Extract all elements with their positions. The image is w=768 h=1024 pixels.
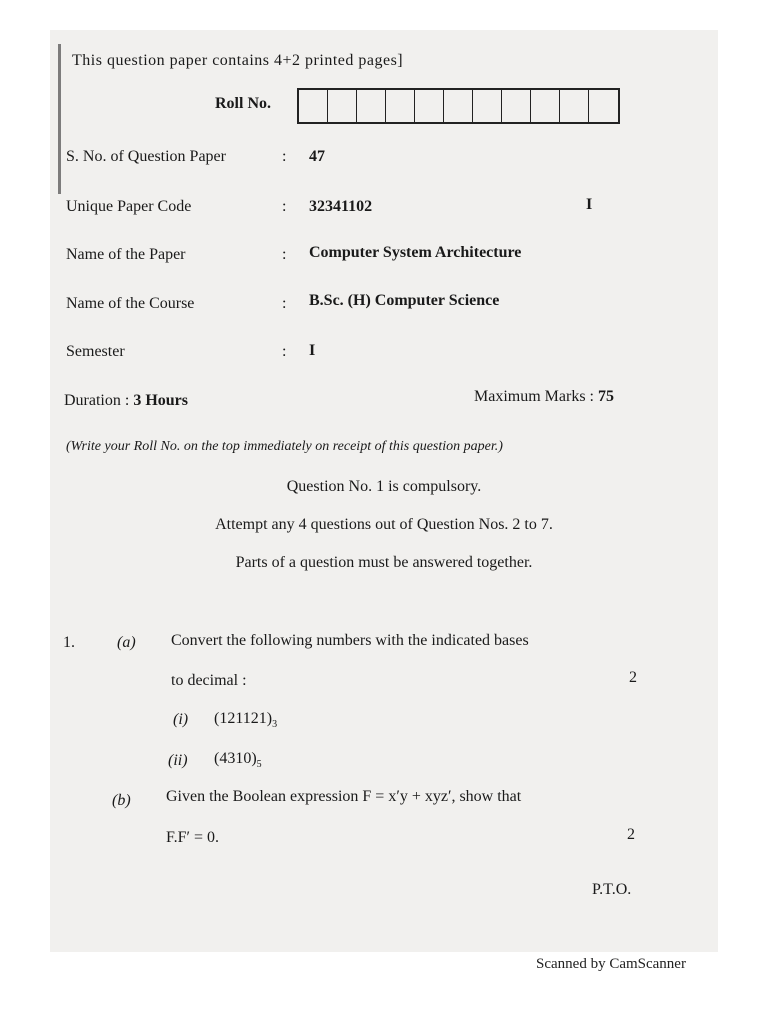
question-number: 1. bbox=[63, 634, 75, 651]
roll-box bbox=[328, 90, 357, 122]
sub-i-label: (i) bbox=[173, 711, 189, 728]
part-a-label: (a) bbox=[117, 634, 136, 651]
roll-box bbox=[502, 90, 531, 122]
sub-ii-base: 5 bbox=[256, 759, 262, 771]
sub-i-base: 3 bbox=[272, 719, 278, 731]
sub-ii-label: (ii) bbox=[168, 752, 188, 769]
duration-label: Duration : bbox=[64, 392, 130, 409]
pages-note: This question paper contains 4+2 printed pages] bbox=[72, 52, 404, 69]
paper-name-value: Computer System Architecture bbox=[309, 244, 522, 261]
course-colon: : bbox=[282, 295, 287, 312]
part-b-marks: 2 bbox=[627, 826, 635, 843]
part-b-line2: F.F′ = 0. bbox=[166, 829, 220, 846]
roll-box bbox=[386, 90, 415, 122]
semester-colon: : bbox=[282, 343, 287, 360]
upc-colon: : bbox=[282, 198, 287, 215]
rule-compulsory: Question No. 1 is compulsory. bbox=[286, 478, 482, 495]
duration bbox=[64, 392, 188, 410]
scan-edge-line bbox=[58, 44, 61, 194]
roll-box bbox=[589, 90, 618, 122]
sno-colon: : bbox=[282, 148, 287, 165]
course-label: Name of the Course bbox=[66, 295, 195, 312]
part-b-label: (b) bbox=[112, 792, 131, 809]
max-marks-label: Maximum Marks : bbox=[474, 388, 594, 405]
camscanner-watermark: Scanned by CamScanner bbox=[536, 956, 686, 972]
semester-label: Semester bbox=[66, 343, 125, 360]
sub-i-number bbox=[214, 710, 277, 730]
part-a-line1: Convert the following numbers with the indicated bases bbox=[171, 632, 529, 649]
roll-no-boxes bbox=[297, 88, 620, 124]
roll-box bbox=[357, 90, 386, 122]
course-value: B.Sc. (H) Computer Science bbox=[309, 292, 500, 309]
roll-box bbox=[444, 90, 473, 122]
duration-value: 3 Hours bbox=[133, 392, 188, 409]
sno-value: 47 bbox=[309, 148, 325, 165]
rule-attempt: Attempt any 4 questions out of Question Nos. 2 to 7. bbox=[215, 516, 553, 533]
max-marks bbox=[474, 388, 614, 406]
roll-box bbox=[531, 90, 560, 122]
paper-name-label: Name of the Paper bbox=[66, 246, 186, 263]
set-mark: I bbox=[586, 196, 593, 213]
paper-name-colon: : bbox=[282, 246, 287, 263]
upc-value: 32341102 bbox=[309, 198, 373, 215]
semester-value: I bbox=[309, 342, 316, 359]
sub-ii-number bbox=[214, 750, 262, 770]
part-a-line2: to decimal : bbox=[171, 672, 247, 689]
upc-label: Unique Paper Code bbox=[66, 198, 192, 215]
sub-ii-value: (4310) bbox=[214, 750, 257, 767]
sno-label: S. No. of Question Paper bbox=[66, 148, 226, 165]
rule-parts: Parts of a question must be answered together. bbox=[235, 554, 533, 571]
roll-instruction: (Write your Roll No. on the top immediately on receipt of this question paper.) bbox=[66, 439, 503, 454]
part-b-line1: Given the Boolean expression F = x′y + xyz′, show that bbox=[166, 788, 522, 805]
sub-i-value: (121121) bbox=[214, 710, 273, 727]
roll-box bbox=[299, 90, 328, 122]
roll-box bbox=[415, 90, 444, 122]
roll-no-label: Roll No. bbox=[215, 95, 271, 112]
pto-note: P.T.O. bbox=[592, 881, 632, 898]
roll-box bbox=[473, 90, 502, 122]
max-marks-value: 75 bbox=[598, 388, 614, 405]
part-a-marks: 2 bbox=[629, 669, 637, 686]
roll-box bbox=[560, 90, 589, 122]
